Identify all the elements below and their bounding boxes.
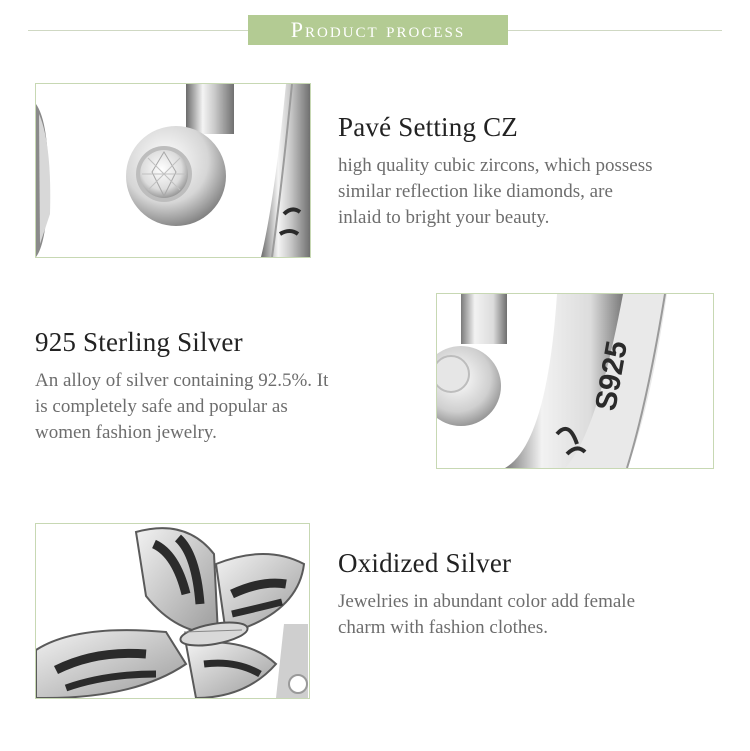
feature-title: 925 Sterling Silver (35, 327, 243, 357)
ring-cz-closeup-image (36, 84, 310, 257)
header-rule-left (28, 30, 248, 31)
feature-title: Pavé Setting CZ (338, 112, 518, 142)
feature-description (338, 153, 728, 231)
description-line: charm with fashion clothes. (338, 617, 549, 638)
feature-oxidized-silver (338, 548, 728, 641)
feature-sterling-silver (35, 327, 400, 446)
header-rule-right (508, 30, 722, 31)
oxidized-silver-photo (35, 523, 310, 699)
pave-setting-photo (35, 83, 311, 258)
description-line: inlaid to bright your beauty. (338, 207, 550, 228)
description-line: Jewelries in abundant color add female (338, 591, 636, 612)
feature-pave-setting (338, 112, 728, 231)
description-line: women fashion jewelry. (35, 422, 217, 443)
description-line: similar reflection like diamonds, are (338, 181, 613, 202)
butterfly-closeup-image (36, 524, 309, 698)
feature-description (35, 368, 400, 446)
description-line: is completely safe and popular as (35, 396, 288, 417)
ring-s925-stamp-image (437, 294, 713, 468)
feature-title: Oxidized Silver (338, 548, 512, 578)
description-line: An alloy of silver containing 92.5%. It (35, 370, 329, 391)
feature-description (338, 589, 728, 641)
stamp-text: S925 (589, 338, 635, 414)
description-line: high quality cubic zircons, which possess (338, 155, 653, 176)
sterling-stamp-photo (436, 293, 714, 469)
section-banner: Product process (248, 15, 508, 45)
